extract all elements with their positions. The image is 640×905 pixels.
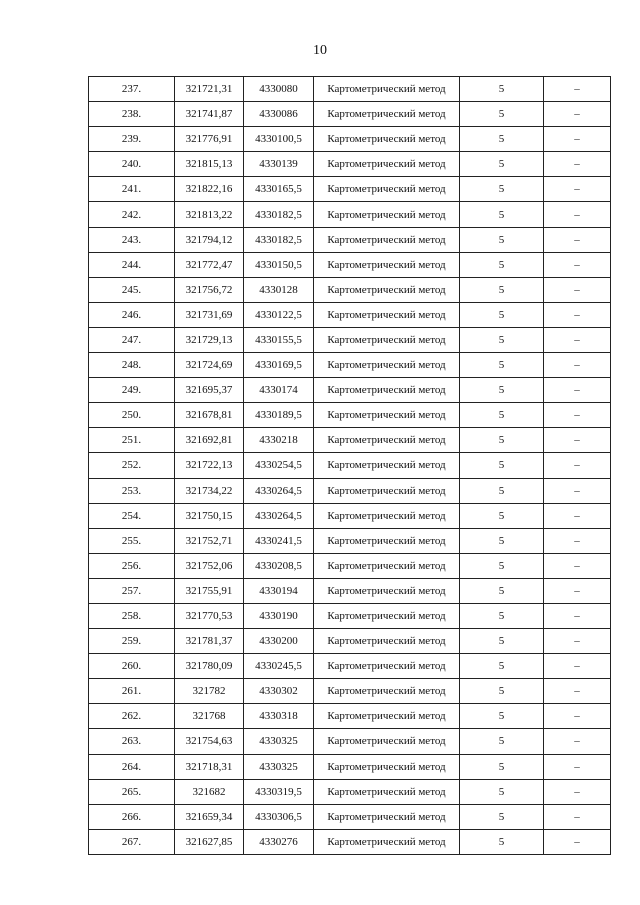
accuracy-cell: 5 <box>460 654 544 679</box>
table-row <box>89 152 611 177</box>
table-row <box>89 478 611 503</box>
method-cell: Картометрический метод <box>314 152 460 177</box>
x-coordinate-cell: 321731,69 <box>175 302 244 327</box>
accuracy-cell: 5 <box>460 152 544 177</box>
note-cell: – <box>544 503 611 528</box>
point-number-cell: 239. <box>89 127 175 152</box>
table-row <box>89 428 611 453</box>
note-cell: – <box>544 654 611 679</box>
x-coordinate-cell: 321729,13 <box>175 327 244 352</box>
table-row <box>89 177 611 202</box>
table-row <box>89 227 611 252</box>
method-cell: Картометрический метод <box>314 654 460 679</box>
point-number-cell: 243. <box>89 227 175 252</box>
accuracy-cell: 5 <box>460 177 544 202</box>
accuracy-cell: 5 <box>460 528 544 553</box>
x-coordinate-cell: 321756,72 <box>175 277 244 302</box>
y-coordinate-cell: 4330150,5 <box>244 252 314 277</box>
point-number-cell: 237. <box>89 77 175 102</box>
y-coordinate-cell: 4330241,5 <box>244 528 314 553</box>
y-coordinate-cell: 4330122,5 <box>244 302 314 327</box>
note-cell: – <box>544 428 611 453</box>
method-cell: Картометрический метод <box>314 378 460 403</box>
note-cell: – <box>544 152 611 177</box>
accuracy-cell: 5 <box>460 403 544 428</box>
method-cell: Картометрический метод <box>314 453 460 478</box>
note-cell: – <box>544 603 611 628</box>
accuracy-cell: 5 <box>460 277 544 302</box>
point-number-cell: 262. <box>89 704 175 729</box>
method-cell: Картометрический метод <box>314 478 460 503</box>
y-coordinate-cell: 4330325 <box>244 754 314 779</box>
accuracy-cell: 5 <box>460 252 544 277</box>
method-cell: Картометрический метод <box>314 302 460 327</box>
point-number-cell: 259. <box>89 629 175 654</box>
table-row <box>89 102 611 127</box>
page-number: 10 <box>313 43 327 58</box>
note-cell: – <box>544 327 611 352</box>
accuracy-cell: 5 <box>460 327 544 352</box>
accuracy-cell: 5 <box>460 804 544 829</box>
x-coordinate-cell: 321772,47 <box>175 252 244 277</box>
note-cell: – <box>544 252 611 277</box>
note-cell: – <box>544 177 611 202</box>
x-coordinate-cell: 321659,34 <box>175 804 244 829</box>
point-number-cell: 255. <box>89 528 175 553</box>
x-coordinate-cell: 321695,37 <box>175 378 244 403</box>
coordinates-table <box>88 76 611 855</box>
note-cell: – <box>544 403 611 428</box>
point-number-cell: 263. <box>89 729 175 754</box>
accuracy-cell: 5 <box>460 302 544 327</box>
point-number-cell: 254. <box>89 503 175 528</box>
x-coordinate-cell: 321724,69 <box>175 353 244 378</box>
method-cell: Картометрический метод <box>314 403 460 428</box>
y-coordinate-cell: 4330169,5 <box>244 353 314 378</box>
y-coordinate-cell: 4330254,5 <box>244 453 314 478</box>
y-coordinate-cell: 4330200 <box>244 629 314 654</box>
point-number-cell: 238. <box>89 102 175 127</box>
y-coordinate-cell: 4330208,5 <box>244 553 314 578</box>
table-row <box>89 754 611 779</box>
x-coordinate-cell: 321721,31 <box>175 77 244 102</box>
accuracy-cell: 5 <box>460 428 544 453</box>
table-row <box>89 804 611 829</box>
y-coordinate-cell: 4330264,5 <box>244 503 314 528</box>
y-coordinate-cell: 4330086 <box>244 102 314 127</box>
x-coordinate-cell: 321782 <box>175 679 244 704</box>
y-coordinate-cell: 4330165,5 <box>244 177 314 202</box>
table-row <box>89 252 611 277</box>
x-coordinate-cell: 321755,91 <box>175 578 244 603</box>
point-number-cell: 258. <box>89 603 175 628</box>
x-coordinate-cell: 321627,85 <box>175 829 244 854</box>
x-coordinate-cell: 321768 <box>175 704 244 729</box>
note-cell: – <box>544 528 611 553</box>
table-row <box>89 528 611 553</box>
y-coordinate-cell: 4330182,5 <box>244 227 314 252</box>
x-coordinate-cell: 321794,12 <box>175 227 244 252</box>
y-coordinate-cell: 4330318 <box>244 704 314 729</box>
table-row <box>89 378 611 403</box>
point-number-cell: 267. <box>89 829 175 854</box>
x-coordinate-cell: 321741,87 <box>175 102 244 127</box>
x-coordinate-cell: 321776,91 <box>175 127 244 152</box>
method-cell: Картометрический метод <box>314 578 460 603</box>
accuracy-cell: 5 <box>460 779 544 804</box>
x-coordinate-cell: 321718,31 <box>175 754 244 779</box>
note-cell: – <box>544 553 611 578</box>
table-row <box>89 453 611 478</box>
method-cell: Картометрический метод <box>314 553 460 578</box>
method-cell: Картометрический метод <box>314 353 460 378</box>
table-row <box>89 127 611 152</box>
point-number-cell: 240. <box>89 152 175 177</box>
method-cell: Картометрический метод <box>314 252 460 277</box>
table-row <box>89 603 611 628</box>
x-coordinate-cell: 321822,16 <box>175 177 244 202</box>
point-number-cell: 247. <box>89 327 175 352</box>
table-row <box>89 629 611 654</box>
y-coordinate-cell: 4330325 <box>244 729 314 754</box>
accuracy-cell: 5 <box>460 127 544 152</box>
method-cell: Картометрический метод <box>314 177 460 202</box>
point-number-cell: 252. <box>89 453 175 478</box>
table-row <box>89 353 611 378</box>
accuracy-cell: 5 <box>460 578 544 603</box>
y-coordinate-cell: 4330302 <box>244 679 314 704</box>
y-coordinate-cell: 4330174 <box>244 378 314 403</box>
x-coordinate-cell: 321770,53 <box>175 603 244 628</box>
method-cell: Картометрический метод <box>314 503 460 528</box>
table-row <box>89 704 611 729</box>
point-number-cell: 265. <box>89 779 175 804</box>
y-coordinate-cell: 4330190 <box>244 603 314 628</box>
note-cell: – <box>544 302 611 327</box>
accuracy-cell: 5 <box>460 629 544 654</box>
table-row <box>89 202 611 227</box>
accuracy-cell: 5 <box>460 679 544 704</box>
accuracy-cell: 5 <box>460 754 544 779</box>
method-cell: Картометрический метод <box>314 202 460 227</box>
accuracy-cell: 5 <box>460 603 544 628</box>
method-cell: Картометрический метод <box>314 804 460 829</box>
x-coordinate-cell: 321752,71 <box>175 528 244 553</box>
table-row <box>89 679 611 704</box>
x-coordinate-cell: 321750,15 <box>175 503 244 528</box>
accuracy-cell: 5 <box>460 378 544 403</box>
accuracy-cell: 5 <box>460 478 544 503</box>
note-cell: – <box>544 453 611 478</box>
note-cell: – <box>544 127 611 152</box>
y-coordinate-cell: 4330182,5 <box>244 202 314 227</box>
note-cell: – <box>544 102 611 127</box>
note-cell: – <box>544 729 611 754</box>
y-coordinate-cell: 4330194 <box>244 578 314 603</box>
method-cell: Картометрический метод <box>314 428 460 453</box>
point-number-cell: 266. <box>89 804 175 829</box>
note-cell: – <box>544 578 611 603</box>
table-row <box>89 77 611 102</box>
y-coordinate-cell: 4330080 <box>244 77 314 102</box>
point-number-cell: 248. <box>89 353 175 378</box>
table-body <box>89 77 611 855</box>
note-cell: – <box>544 679 611 704</box>
x-coordinate-cell: 321678,81 <box>175 403 244 428</box>
note-cell: – <box>544 202 611 227</box>
table-row <box>89 779 611 804</box>
point-number-cell: 242. <box>89 202 175 227</box>
method-cell: Картометрический метод <box>314 729 460 754</box>
table-row <box>89 503 611 528</box>
method-cell: Картометрический метод <box>314 77 460 102</box>
point-number-cell: 244. <box>89 252 175 277</box>
note-cell: – <box>544 704 611 729</box>
method-cell: Картометрический метод <box>314 127 460 152</box>
x-coordinate-cell: 321781,37 <box>175 629 244 654</box>
note-cell: – <box>544 629 611 654</box>
point-number-cell: 260. <box>89 654 175 679</box>
point-number-cell: 256. <box>89 553 175 578</box>
point-number-cell: 250. <box>89 403 175 428</box>
table-row <box>89 578 611 603</box>
y-coordinate-cell: 4330128 <box>244 277 314 302</box>
method-cell: Картометрический метод <box>314 704 460 729</box>
accuracy-cell: 5 <box>460 704 544 729</box>
accuracy-cell: 5 <box>460 729 544 754</box>
point-number-cell: 245. <box>89 277 175 302</box>
note-cell: – <box>544 804 611 829</box>
note-cell: – <box>544 829 611 854</box>
y-coordinate-cell: 4330319,5 <box>244 779 314 804</box>
accuracy-cell: 5 <box>460 829 544 854</box>
note-cell: – <box>544 277 611 302</box>
x-coordinate-cell: 321734,22 <box>175 478 244 503</box>
note-cell: – <box>544 754 611 779</box>
y-coordinate-cell: 4330276 <box>244 829 314 854</box>
point-number-cell: 249. <box>89 378 175 403</box>
accuracy-cell: 5 <box>460 553 544 578</box>
note-cell: – <box>544 779 611 804</box>
method-cell: Картометрический метод <box>314 603 460 628</box>
accuracy-cell: 5 <box>460 353 544 378</box>
accuracy-cell: 5 <box>460 77 544 102</box>
y-coordinate-cell: 4330245,5 <box>244 654 314 679</box>
y-coordinate-cell: 4330189,5 <box>244 403 314 428</box>
y-coordinate-cell: 4330264,5 <box>244 478 314 503</box>
note-cell: – <box>544 378 611 403</box>
note-cell: – <box>544 227 611 252</box>
y-coordinate-cell: 4330100,5 <box>244 127 314 152</box>
table-row <box>89 277 611 302</box>
method-cell: Картометрический метод <box>314 629 460 654</box>
method-cell: Картометрический метод <box>314 754 460 779</box>
note-cell: – <box>544 353 611 378</box>
note-cell: – <box>544 478 611 503</box>
point-number-cell: 246. <box>89 302 175 327</box>
y-coordinate-cell: 4330306,5 <box>244 804 314 829</box>
x-coordinate-cell: 321682 <box>175 779 244 804</box>
accuracy-cell: 5 <box>460 202 544 227</box>
table-row <box>89 654 611 679</box>
accuracy-cell: 5 <box>460 102 544 127</box>
x-coordinate-cell: 321692,81 <box>175 428 244 453</box>
table-row <box>89 729 611 754</box>
accuracy-cell: 5 <box>460 503 544 528</box>
point-number-cell: 251. <box>89 428 175 453</box>
method-cell: Картометрический метод <box>314 779 460 804</box>
point-number-cell: 241. <box>89 177 175 202</box>
x-coordinate-cell: 321813,22 <box>175 202 244 227</box>
x-coordinate-cell: 321754,63 <box>175 729 244 754</box>
point-number-cell: 257. <box>89 578 175 603</box>
method-cell: Картометрический метод <box>314 528 460 553</box>
y-coordinate-cell: 4330139 <box>244 152 314 177</box>
method-cell: Картометрический метод <box>314 679 460 704</box>
method-cell: Картометрический метод <box>314 102 460 127</box>
table-row <box>89 829 611 854</box>
x-coordinate-cell: 321780,09 <box>175 654 244 679</box>
x-coordinate-cell: 321752,06 <box>175 553 244 578</box>
method-cell: Картометрический метод <box>314 277 460 302</box>
table-row <box>89 302 611 327</box>
x-coordinate-cell: 321815,13 <box>175 152 244 177</box>
y-coordinate-cell: 4330218 <box>244 428 314 453</box>
table-row <box>89 327 611 352</box>
x-coordinate-cell: 321722,13 <box>175 453 244 478</box>
method-cell: Картометрический метод <box>314 227 460 252</box>
point-number-cell: 264. <box>89 754 175 779</box>
accuracy-cell: 5 <box>460 227 544 252</box>
note-cell: – <box>544 77 611 102</box>
table-row <box>89 403 611 428</box>
method-cell: Картометрический метод <box>314 327 460 352</box>
y-coordinate-cell: 4330155,5 <box>244 327 314 352</box>
point-number-cell: 253. <box>89 478 175 503</box>
table-row <box>89 553 611 578</box>
point-number-cell: 261. <box>89 679 175 704</box>
accuracy-cell: 5 <box>460 453 544 478</box>
method-cell: Картометрический метод <box>314 829 460 854</box>
